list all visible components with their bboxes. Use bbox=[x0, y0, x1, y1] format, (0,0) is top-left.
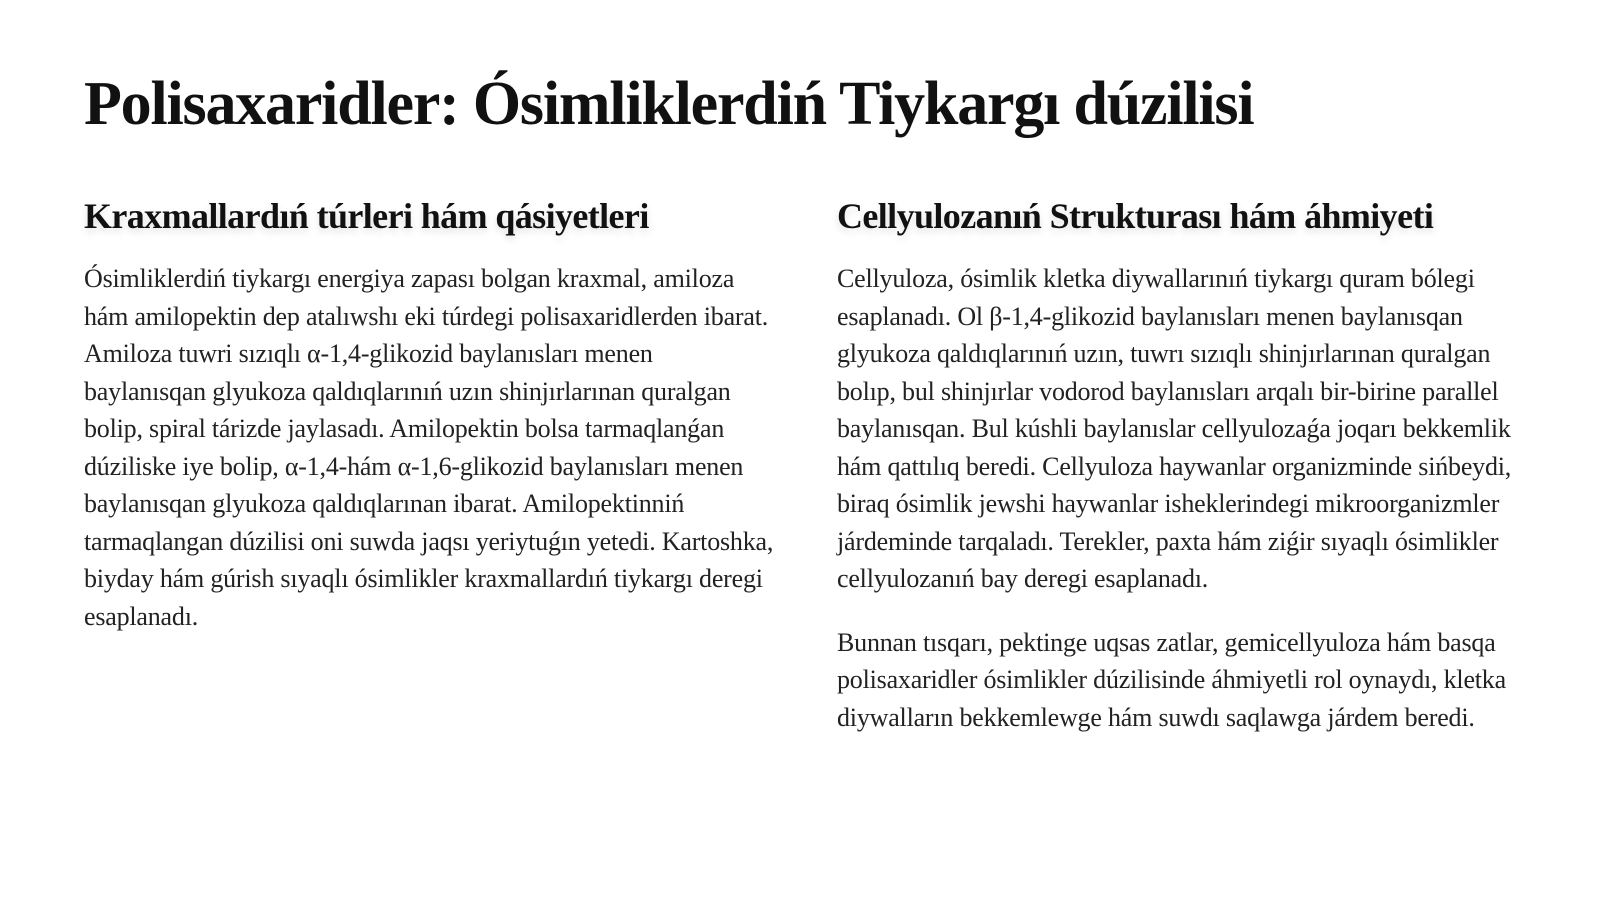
left-column-heading: Kraxmallardıń túrleri hám qásiyetleri bbox=[84, 196, 649, 236]
right-column bbox=[837, 190, 1527, 736]
right-column-paragraph: Bunnan tısqarı, pektinge uqsas zatlar, gemicellyuloza hám basqa polisaxaridler ósimlikler dúzilisinde áhmiyetli rol oynaydı, kletka diywalların bekkemlewge hám suwdı saqlawga járdem beredi. bbox=[837, 627, 1506, 732]
slide-title: Polisaxaridler: Ósimliklerdiń Tiykargı dúzilisi bbox=[84, 70, 1254, 138]
right-column-heading: Cellyulozanıń Strukturası hám áhmiyeti bbox=[837, 196, 1434, 236]
left-column bbox=[84, 190, 774, 635]
left-column-paragraph: Ósimliklerdiń tiykargı energiya zapası bolgan kraxmal, amiloza hám amilopektin dep atalıwshı eki túrdegi polisaxaridlerden ibarat. Amiloza tuwri sızıqlı α-1,4-glikozid baylanısları menen baylanısqan glyukoza qaldıqlarınıń uzın shinjırlarınan quralgan bolip, spiral tárizde jaylasadı. Amilopektin bolsa tarmaqlanǵan dúziliske iye bolip, α-1,4-hám α-1,6-glikozid baylanısları menen baylanısqan glyukoza qaldıqlarınan ibarat. Amilopektinniń tarmaqlangan dúzilisi oni suwda jaqsı yeriytuǵın yetedi. Kartoshka, biyday hám gúrish sıyaqlı ósimlikler kraxmallardıń tiykargı deregi esaplanadı. bbox=[84, 264, 774, 631]
right-column-paragraph: Cellyuloza, ósimlik kletka diywallarınıń tiykargı quram bólegi esaplanadı. Ol β-1,4-glikozid baylanısları menen baylanısqan glyukoza qaldıqlarınıń uzın, tuwrı sızıqlı shinjırlarınan quralgan bolıp, bul shinjırlar vodorod baylanısları arqalı bir-birine parallel baylanısqan. Bul kúshli baylanıslar cellyulozaǵa joqarı bekkemlik hám qattılıq beredi. Cellyuloza haywanlar organizminde sińbeydi, biraq ósimlik jewshi haywanlar isheklerindegi mikroorganizmler járdeminde tarqaladı. Terekler, paxta hám ziǵir sıyaqlı ósimlikler cellyulozanıń bay deregi esaplanadı. bbox=[837, 264, 1512, 593]
